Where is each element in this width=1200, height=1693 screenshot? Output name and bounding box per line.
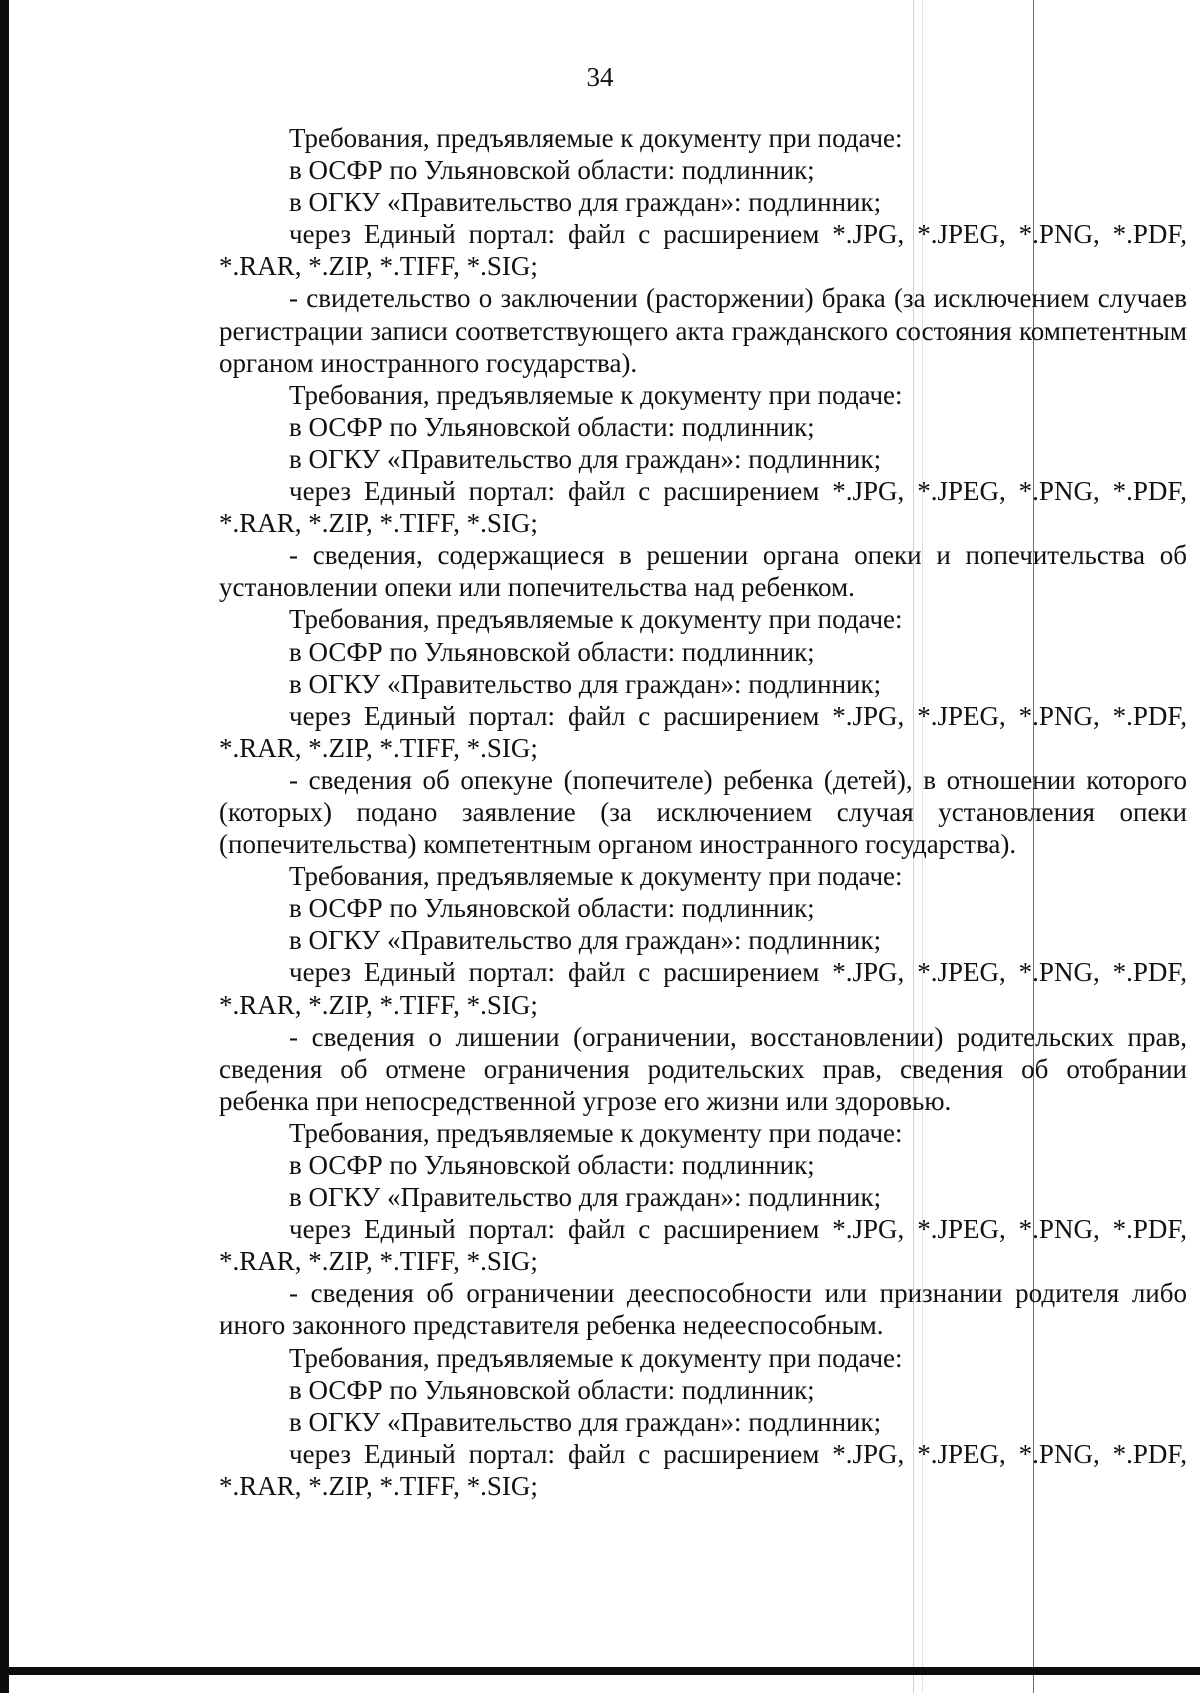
scan-border-left <box>0 0 9 1693</box>
paragraph: в ОГКУ «Правительство для граждан»: подлинник; <box>289 925 882 956</box>
paragraph: - сведения об опекуне (попечителе) ребенка (детей), в отношении которого (которых) подано заявление (за исключением случая установления опеки (попечительства) компетентным органом иностранного государства). <box>219 764 1187 860</box>
paragraph: Требования, предъявляемые к документу при подаче: <box>289 123 903 153</box>
paragraph: Требования, предъявляемые к документу при подаче: <box>289 1117 903 1148</box>
paragraph: в ОСФР по Ульяновской области: подлинник; <box>289 893 815 924</box>
paragraph: через Единый портал: файл с расширением *.JPG, *.JPEG, *.PNG, *.PDF, *.RAR, *.ZIP, *.TIFF, *.SIG; <box>219 476 1187 539</box>
paragraph: в ОСФР по Ульяновской области: подлинник; <box>289 411 815 442</box>
paragraph: в ОГКУ «Правительство для граждан»: подлинник; <box>289 1406 882 1437</box>
paragraph: в ОГКУ «Правительство для граждан»: подлинник; <box>289 1182 882 1213</box>
paragraph: в ОГКУ «Правительство для граждан»: подлинник; <box>289 668 882 699</box>
paragraph: - свидетельство о заключении (расторжении) брака (за исключением случаев регистрации записи соответствующего акта гражданского состояния компетентным органом иностранного государства). <box>219 283 1187 378</box>
paragraph: Требования, предъявляемые к документу при подаче: <box>289 604 903 635</box>
paragraph: в ОСФР по Ульяновской области: подлинник; <box>289 1150 815 1180</box>
paragraph: через Единый портал: файл с расширением *.JPG, *.JPEG, *.PNG, *.PDF, *.RAR, *.ZIP, *.TIFF, *.SIG; <box>219 700 1187 763</box>
scan-border-bottom <box>0 1667 1200 1675</box>
page-number: 34 <box>586 62 614 92</box>
paragraph: в ОСФР по Ульяновской области: подлинник; <box>289 155 815 186</box>
paragraph: - сведения об ограничении дееспособности или признании родителя либо иного законного представителя ребенка недееспособным. <box>219 1278 1187 1341</box>
paragraph: через Единый портал: файл с расширением *.JPG, *.JPEG, *.PNG, *.PDF, *.RAR, *.ZIP, *.TIFF, *.SIG; <box>219 957 1187 1020</box>
paragraph: через Единый портал: файл с расширением *.JPG, *.JPEG, *.PNG, *.PDF, *.RAR, *.ZIP, *.TIFF, *.SIG; <box>219 1214 1187 1277</box>
paragraph: Требования, предъявляемые к документу при подаче: <box>289 379 903 410</box>
paragraph: в ОСФР по Ульяновской области: подлинник; <box>289 636 815 667</box>
paragraph: - сведения о лишении (ограничении, восстановлении) родительских прав, сведения об отмене ограничения родительских прав, сведения об отобрании ребенка при непосредственной угрозе его жизни или здоровью. <box>219 1021 1187 1116</box>
document-body <box>219 122 1187 1502</box>
paragraph: в ОГКУ «Правительство для граждан»: подлинник; <box>289 187 882 218</box>
paragraph: Требования, предъявляемые к документу при подаче: <box>289 1342 903 1373</box>
paragraph: в ОСФР по Ульяновской области: подлинник; <box>289 1374 815 1405</box>
paragraph: в ОГКУ «Правительство для граждан»: подлинник; <box>289 443 882 474</box>
paragraph: через Единый портал: файл с расширением *.JPG, *.JPEG, *.PNG, *.PDF, *.RAR, *.ZIP, *.TIFF, *.SIG; <box>219 1438 1187 1501</box>
paragraph: через Единый портал: файл с расширением *.JPG, *.JPEG, *.PNG, *.PDF, *.RAR, *.ZIP, *.TIFF, *.SIG; <box>219 219 1187 282</box>
paragraph: - сведения, содержащиеся в решении органа опеки и попечительства об установлении опеки или попечительства над ребенком. <box>219 540 1187 603</box>
paragraph: Требования, предъявляемые к документу при подаче: <box>289 861 903 892</box>
